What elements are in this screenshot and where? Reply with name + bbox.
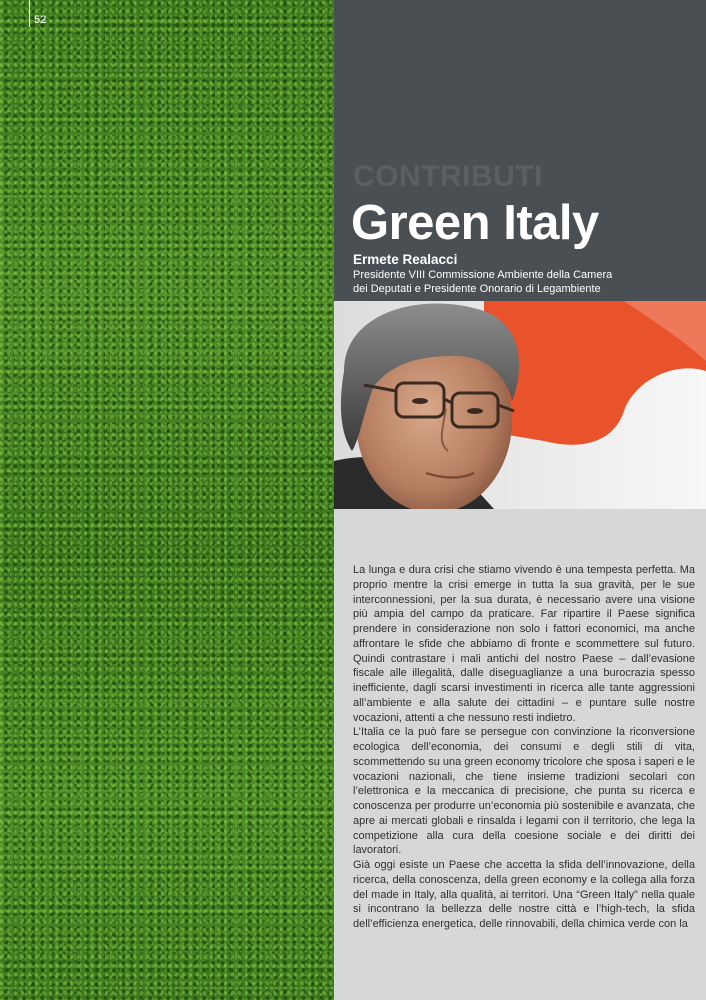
author-photo [334, 301, 706, 509]
author-role [353, 268, 698, 296]
article-paragraph-2: L’Italia ce la può fare se persegue con convinzione la riconversione ecologica dell’economia, dei consumi e degli stili di vita, scommettendo su una green economy tricolore che sposa i saperi e le vocazioni nazionali, che tiene insieme tradizioni secolari con l’elettronica e la meccanica di precisione, che punta su ricerca e conoscenza per produrre un’economia più sostenibile e avanzata, che apre ai mercati globali e rinsalda i legami con il territorio, che lega la competizione alla cura della coesione sociale e dei diritti dei lavoratori. [353, 726, 695, 857]
section-kicker: CONTRIBUTI [353, 160, 543, 193]
page-number: 52 [34, 14, 47, 26]
article-body [353, 563, 695, 932]
grass-background-image [0, 0, 334, 1000]
author-role-line-2: dei Deputati e Presidente Onorario di Legambiente [353, 283, 601, 295]
article-paragraph-3: Già oggi esiste un Paese che accetta la sfida dell’innovazione, della ricerca, della conoscenza, della green economy e la collega alla forza del made in Italy, alla qualità, ai territori. Una “Green Italy” nella quale si incontrano la bellezza delle nostre città e l’high-tech, la sfida dell’efficienza energetica, delle rinnovabili, della chimica verde con la [353, 859, 695, 930]
page-number-rule [29, 0, 30, 27]
article-paragraph-1: La lunga e dura crisi che stiamo vivendo è una tempesta perfetta. Ma proprio mentre la crisi emerge in tutta la sua gravità, per le sue interconnessioni, per la sua durata, è necessario avere una visione più ampia del campo da praticare. Far ripartire il Paese significa prendere in considerazione non solo i fattori economici, ma anche affrontare le sfide che abbiamo di fronte e scommettere sul futuro. Quindi contrastare i mali antichi del nostro Paese – dall’evasione fiscale alle illegalità, dalle diseguaglianze a una burocrazia spesso inefficiente, dagli scarsi investimenti in ricerca alle tante aggressioni all’ambiente e alla salute dei cittadini – e puntare sulle nostre vocazioni, attenti a che nessuno resti indietro. [353, 564, 695, 724]
article-title: Green Italy [351, 196, 599, 250]
author-role-line-1: Presidente VIII Commissione Ambiente della Camera [353, 269, 613, 281]
author-name: Ermete Realacci [353, 252, 458, 267]
